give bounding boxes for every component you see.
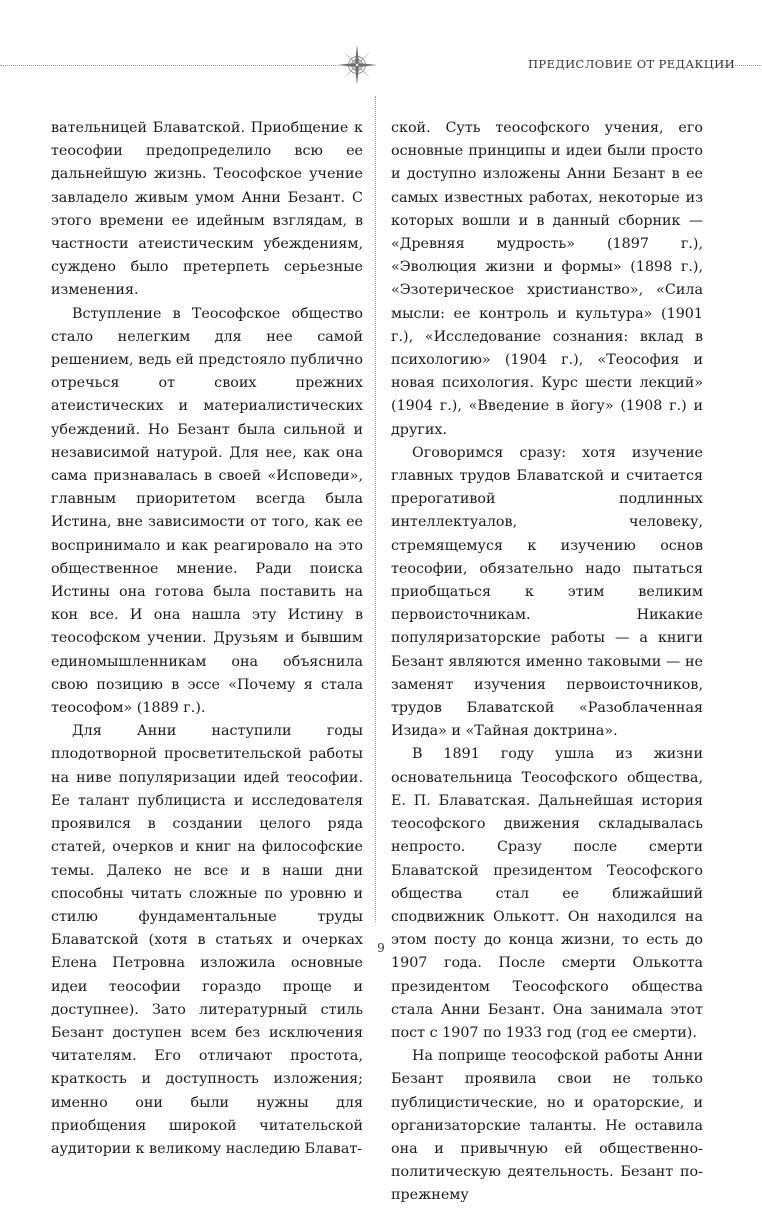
- running-title: ПРЕДИСЛОВИЕ ОТ РЕДАКЦИИ: [528, 57, 736, 71]
- paragraph: Для Анни наступили годы плодотворной просветительской работы на ниве популяризации идей теософии. Ее талант публициста и исследователя проявился в создании целого ряда статей, очерков и книг на философские темы. Далеко не все и в наши дни способны читать сложные по уровню и стилю фундаментальные труды Блаватской (хотя в статьях и очерках Елена Петровна изложила основные идеи теософии гораздо проще и доступнее). Зато литературный стиль Безант доступен всем без исключения читателям. Его отличают простота, краткость и доступность изложения; именно они были нужны для приобщения широкой читательской аудитории к великому наследию Блават-: [51, 723, 363, 1157]
- page-number: 9: [377, 941, 385, 955]
- compass-rose-icon: [336, 44, 378, 86]
- paragraph: В 1891 году ушла из жизни основательница Теософского общества, Е. П. Блаватская. Дальнейшая история теософского движения складывалась непросто. Сразу после смерти Блаватской президентом Теософского общества стал ее ближайший сподвижник Олькотт. Он находился на этом посту до конца жизни, то есть до 1907 года. После смерти Олькотта президентом Теософского общества стала Анни Безант. Она занимала этот пост с 1907 по 1933 год (год ее смерти).: [391, 746, 703, 1041]
- paragraph: На поприще теософской работы Анни Безант проявила свои не только публицистические, но и ораторские, и организаторские таланты. Не оставила она и привычную ей общественно-политическую деятельность. Безант по-прежнему: [391, 1048, 703, 1204]
- left-column: [51, 117, 363, 1161]
- header-rule-left: [0, 65, 338, 66]
- paragraph: вательницей Блаватской. Приобщение к теософии предопределило всю ее дальнейшую жизнь. Теософское учение завладело живым умом Анни Безант. С этого времени ее идейным взглядам, в частности атеистическим убеждениям, суждено было претерпеть серьезные изменения.: [51, 120, 363, 299]
- right-column: [391, 117, 703, 1208]
- paragraph: ской. Суть теософского учения, его основные принципы и идеи были просто и доступно изложены Анни Безант в ее самых известных работах, некоторые из которых вошли и в данный сборник — «Древняя мудрость» (1897 г.), «Эволюция жизни и формы» (1898 г.), «Эзотерическое христианство», «Сила мысли: ее контроль и культура» (1901 г.), «Исследование сознания: вклад в психологию» (1904 г.), «Теософия и новая психология. Курс шести лекций» (1904 г.), «Введение в йогу» (1908 г.) и других.: [391, 120, 703, 438]
- paragraph: Вступление в Теософское общество стало нелегким для нее самой решением, ведь ей предстояло публично отречься от своих прежних атеистических и материалистических убеждений. Но Безант была сильной и независимой натурой. Для нее, как она сама признавалась в своей «Исповеди», главным приоритетом всегда была Истина, вне зависимости от того, как ее воспринимало и как реагировало на это общественное мнение. Ради поиска Истины она готова была поставить на кон все. И она нашла эту Истину в теософском учении. Друзьям и бывшим единомышленникам она объяснила свою позицию в эссе «Почему я стала теософом» (1889 г.).: [51, 305, 363, 717]
- paragraph: Оговоримся сразу: хотя изучение главных трудов Блаватской и считается прерогативой подлинных интеллектуалов, человеку, стремящемуся к изучению основ теософии, обязательно надо пытаться приобщаться к этим великим первоисточникам. Никакие популяризаторские работы — а книги Безант являются именно таковыми — не заменят изучения первоисточников, трудов Блаватской «Разоблаченная Изида» и «Тайная доктрина».: [391, 444, 703, 740]
- column-divider: [375, 96, 376, 922]
